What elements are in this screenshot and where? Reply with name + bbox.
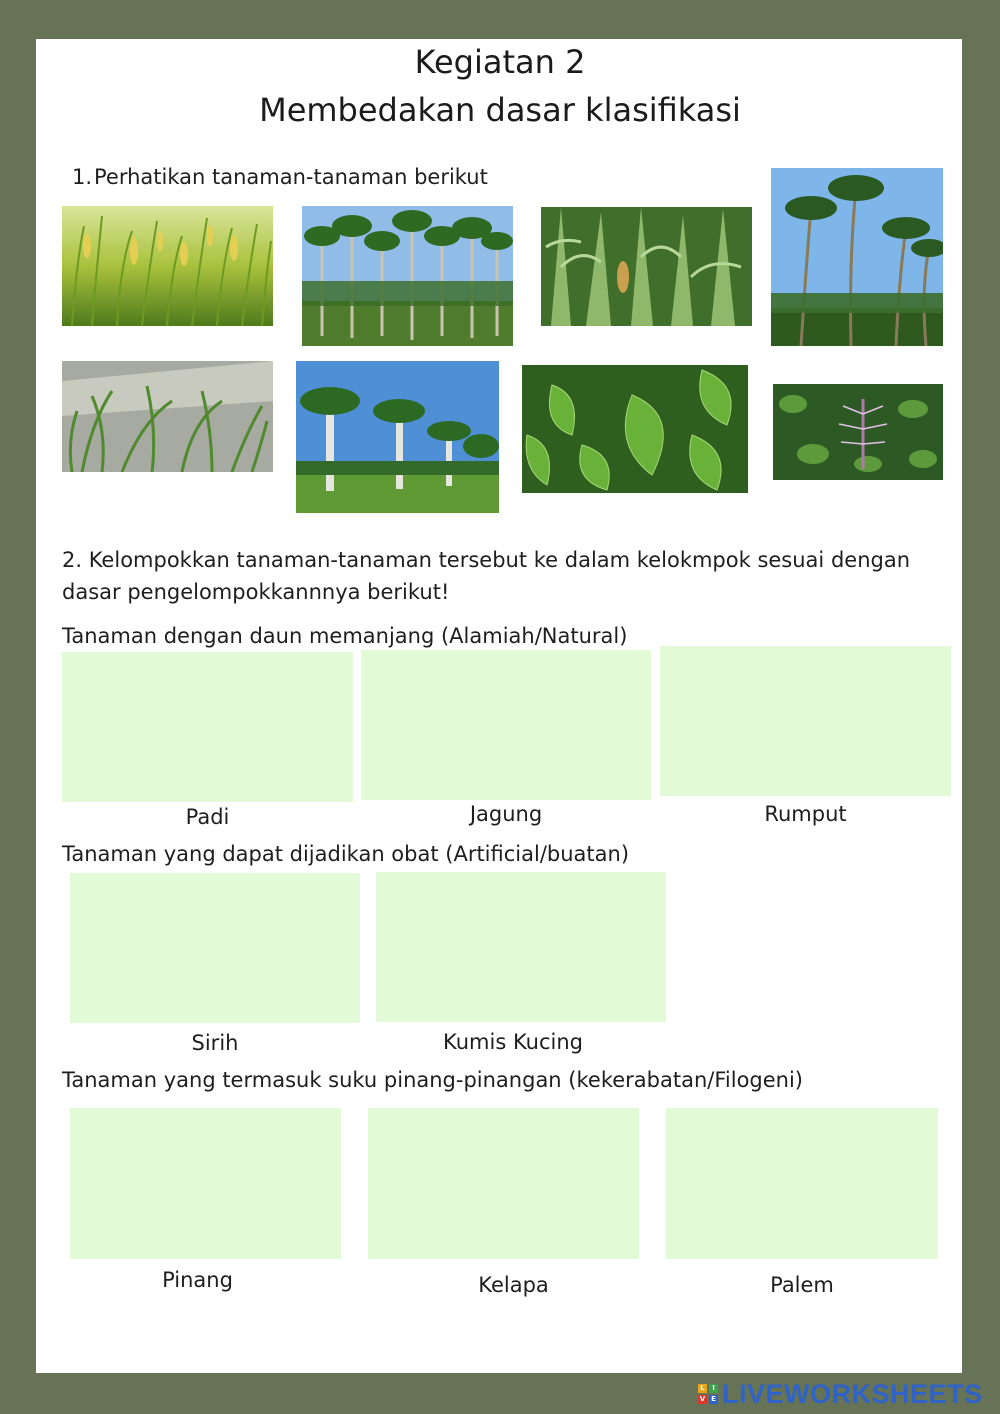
group-heading-phylogeny: Tanaman yang termasuk suku pinang-pinangan (kekerabatan/Filogeni) [62, 1068, 803, 1092]
task2-instruction-line1: 2. Kelompokkan tanaman-tanaman tersebut ke dalam kelokmpok sesuai dengan [62, 548, 911, 572]
task1-instruction: Perhatikan tanaman-tanaman berikut [94, 165, 488, 189]
slot-label-kumis-kucing: Kumis Kucing [443, 1030, 583, 1054]
corn-field-photo [541, 207, 752, 326]
logo-wordmark: LIVEWORKSHEETS [722, 1378, 983, 1409]
slot-label-sirih: Sirih [191, 1031, 239, 1055]
task2-instruction-line2: dasar pengelompokkannnya berikut! [62, 580, 450, 604]
worksheet-subtitle: Membedakan dasar klasifikasi [259, 91, 741, 129]
drop-zone-pinang[interactable] [70, 1108, 341, 1259]
areca-palm-grove-photo [302, 206, 513, 346]
cat-whiskers-flower-photo [773, 384, 943, 480]
royal-palm-trees-photo [296, 361, 499, 513]
slot-label-kelapa: Kelapa [478, 1273, 549, 1297]
slot-label-jagung: Jagung [469, 802, 543, 826]
group-heading-natural: Tanaman dengan daun memanjang (Alamiah/Natural) [62, 624, 628, 648]
drop-zone-kumis-kucing[interactable] [376, 872, 666, 1022]
group-heading-artificial: Tanaman yang dapat dijadikan obat (Artificial/buatan) [62, 842, 630, 866]
coconut-trees-photo [771, 168, 943, 346]
logo-blocks-icon: L I V E [698, 1384, 718, 1404]
slot-label-pinang: Pinang [162, 1268, 233, 1292]
worksheet-title: Kegiatan 2 [414, 43, 586, 81]
slot-label-rumput: Rumput [764, 802, 847, 826]
liveworksheets-logo [698, 1379, 983, 1409]
grass-photo [62, 361, 273, 472]
drop-zone-kelapa[interactable] [368, 1108, 639, 1259]
drop-zone-palem[interactable] [666, 1108, 938, 1259]
drop-zone-padi[interactable] [62, 652, 353, 802]
betel-leaves-photo [522, 365, 748, 493]
drop-zone-rumput[interactable] [660, 646, 951, 796]
drop-zone-sirih[interactable] [70, 873, 360, 1023]
slot-label-palem: Palem [770, 1273, 834, 1297]
slot-label-padi: Padi [185, 805, 230, 829]
task1-number: 1. [72, 165, 93, 189]
drop-zone-jagung[interactable] [361, 650, 651, 800]
rice-field-photo [62, 206, 273, 326]
